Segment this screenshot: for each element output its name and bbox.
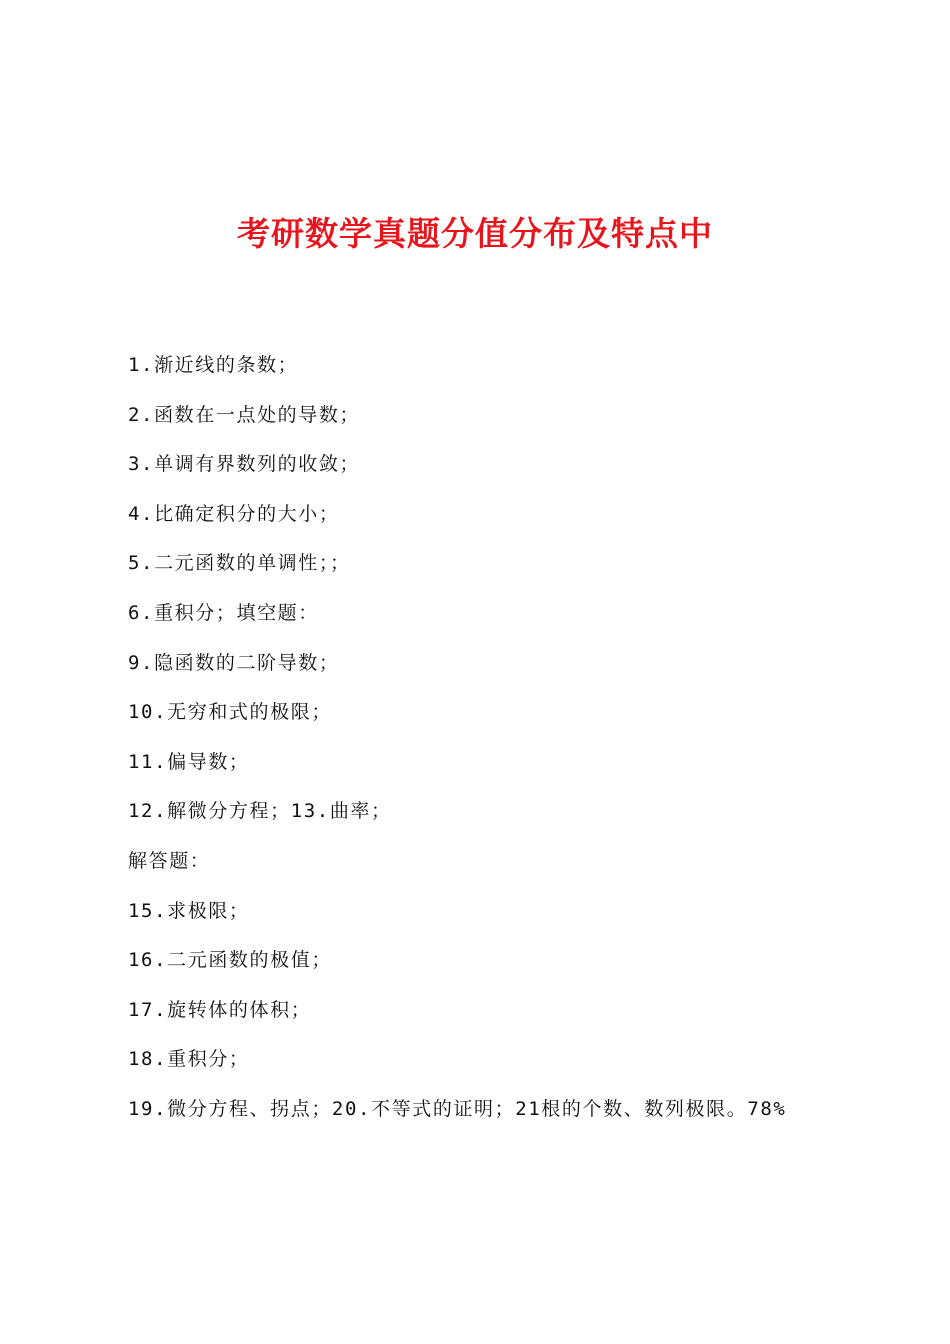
- content-line: 4.比确定积分的大小；: [128, 502, 340, 525]
- content-line: 15.求极限；: [128, 899, 250, 922]
- content-line: 10.无穷和式的极限；: [128, 701, 332, 724]
- content-line: 11.偏导数；: [128, 750, 250, 773]
- content-line: 6.重积分；填空题：: [128, 601, 319, 624]
- content-line: 5.二元函数的单调性；；: [128, 552, 351, 575]
- content-line: 3.单调有界数列的收敛；: [128, 453, 361, 476]
- document-title: 考研数学真题分值分布及特点中: [237, 214, 713, 253]
- section-heading: 解答题：: [128, 849, 211, 872]
- content-line: 9.隐函数的二阶导数；: [128, 651, 340, 674]
- content-line: 1.渐近线的条数；: [128, 354, 299, 376]
- content-line: 2.函数在一点处的导数；: [128, 403, 361, 426]
- content-line: 12.解微分方程；13.曲率；: [128, 800, 392, 823]
- content-list: [128, 342, 908, 1136]
- content-line: 18.重积分；: [128, 1048, 250, 1071]
- content-line: 17.旋转体的体积；: [128, 998, 312, 1021]
- content-line: 19.微分方程、拐点；20.不等式的证明；21根的个数、数列极限。78%: [128, 1097, 787, 1120]
- content-line: 16.二元函数的极值；: [128, 949, 332, 972]
